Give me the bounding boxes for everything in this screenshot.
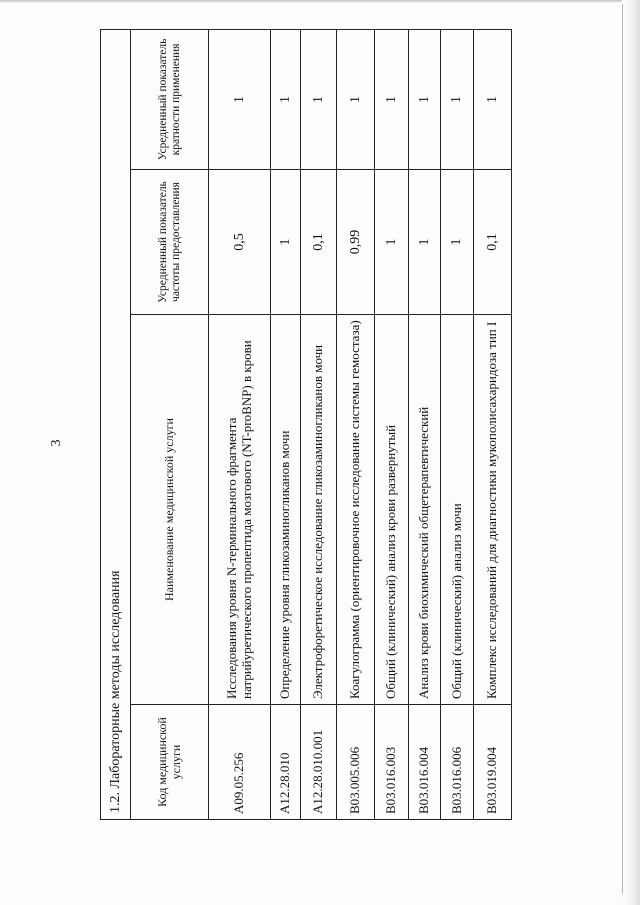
header-frequency: Усредненный показатель частоты предоставления — [131, 170, 209, 315]
medical-services-table — [100, 29, 512, 820]
service-code: B03.016.006 — [441, 705, 474, 820]
header-code: Код медицинской услуги — [131, 705, 209, 820]
table-row — [271, 29, 301, 819]
table-row — [409, 29, 441, 819]
service-code: B03.005.006 — [337, 705, 375, 820]
multiplicity-value: 1 — [301, 29, 337, 169]
frequency-value: 0,5 — [209, 170, 271, 315]
multiplicity-value: 1 — [474, 29, 512, 169]
service-code: B03.019.004 — [474, 705, 512, 820]
table-row — [375, 29, 409, 819]
service-code: A09.05.256 — [209, 705, 271, 820]
service-code: B03.016.003 — [375, 705, 409, 820]
frequency-value: 1 — [375, 170, 409, 315]
rotated-table-container — [100, 30, 500, 820]
service-name: Комплекс исследований для диагностики мукополисахаридоза тип I — [474, 315, 512, 705]
section-title: 1.2. Лабораторные методы исследования — [101, 29, 131, 819]
multiplicity-value: 1 — [337, 29, 375, 169]
frequency-value: 0,1 — [301, 170, 337, 315]
scan-edge-right — [622, 0, 640, 905]
scan-edge-top — [0, 0, 640, 3]
service-code: A12.28.010.001 — [301, 705, 337, 820]
table-row — [441, 29, 474, 819]
service-name: Общий (клинический) анализ мочи — [441, 315, 474, 705]
table-row — [209, 29, 271, 819]
multiplicity-value: 1 — [271, 29, 301, 169]
frequency-value: 1 — [409, 170, 441, 315]
multiplicity-value: 1 — [375, 29, 409, 169]
service-name: Общий (клинический) анализ крови развернутый — [375, 315, 409, 705]
service-name: Коагулограмма (ориентировочное исследование системы гемостаза) — [337, 315, 375, 705]
service-name: Анализ крови биохимический общетерапевтический — [409, 315, 441, 705]
service-code: B03.016.004 — [409, 705, 441, 820]
frequency-value: 0,99 — [337, 170, 375, 315]
service-code: A12.28.010 — [271, 705, 301, 820]
table-row — [474, 29, 512, 819]
section-row — [101, 29, 131, 819]
table-row — [301, 29, 337, 819]
service-name: Электрофоретическое исследование гликозаминогликанов мочи — [301, 315, 337, 705]
multiplicity-value: 1 — [441, 29, 474, 169]
multiplicity-value: 1 — [409, 29, 441, 169]
header-multiplicity: Усредненный показатель кратности применения — [131, 29, 209, 169]
frequency-value: 0,1 — [474, 170, 512, 315]
multiplicity-value: 1 — [209, 29, 271, 169]
table-rotor — [100, 30, 500, 820]
scan-line-right — [622, 4, 623, 894]
frequency-value: 1 — [441, 170, 474, 315]
service-name: Определение уровня гликозаминогликанов мочи — [271, 315, 301, 705]
header-name: Наименование медицинской услуги — [131, 315, 209, 705]
service-name: Исследования уровня N-терминального фрагмента натрийуретического пропептида мозгового (NT-proBNP) в крови — [209, 315, 271, 705]
frequency-value: 1 — [271, 170, 301, 315]
header-row — [131, 29, 209, 819]
page-number: 3 — [49, 439, 64, 447]
table-row — [337, 29, 375, 819]
